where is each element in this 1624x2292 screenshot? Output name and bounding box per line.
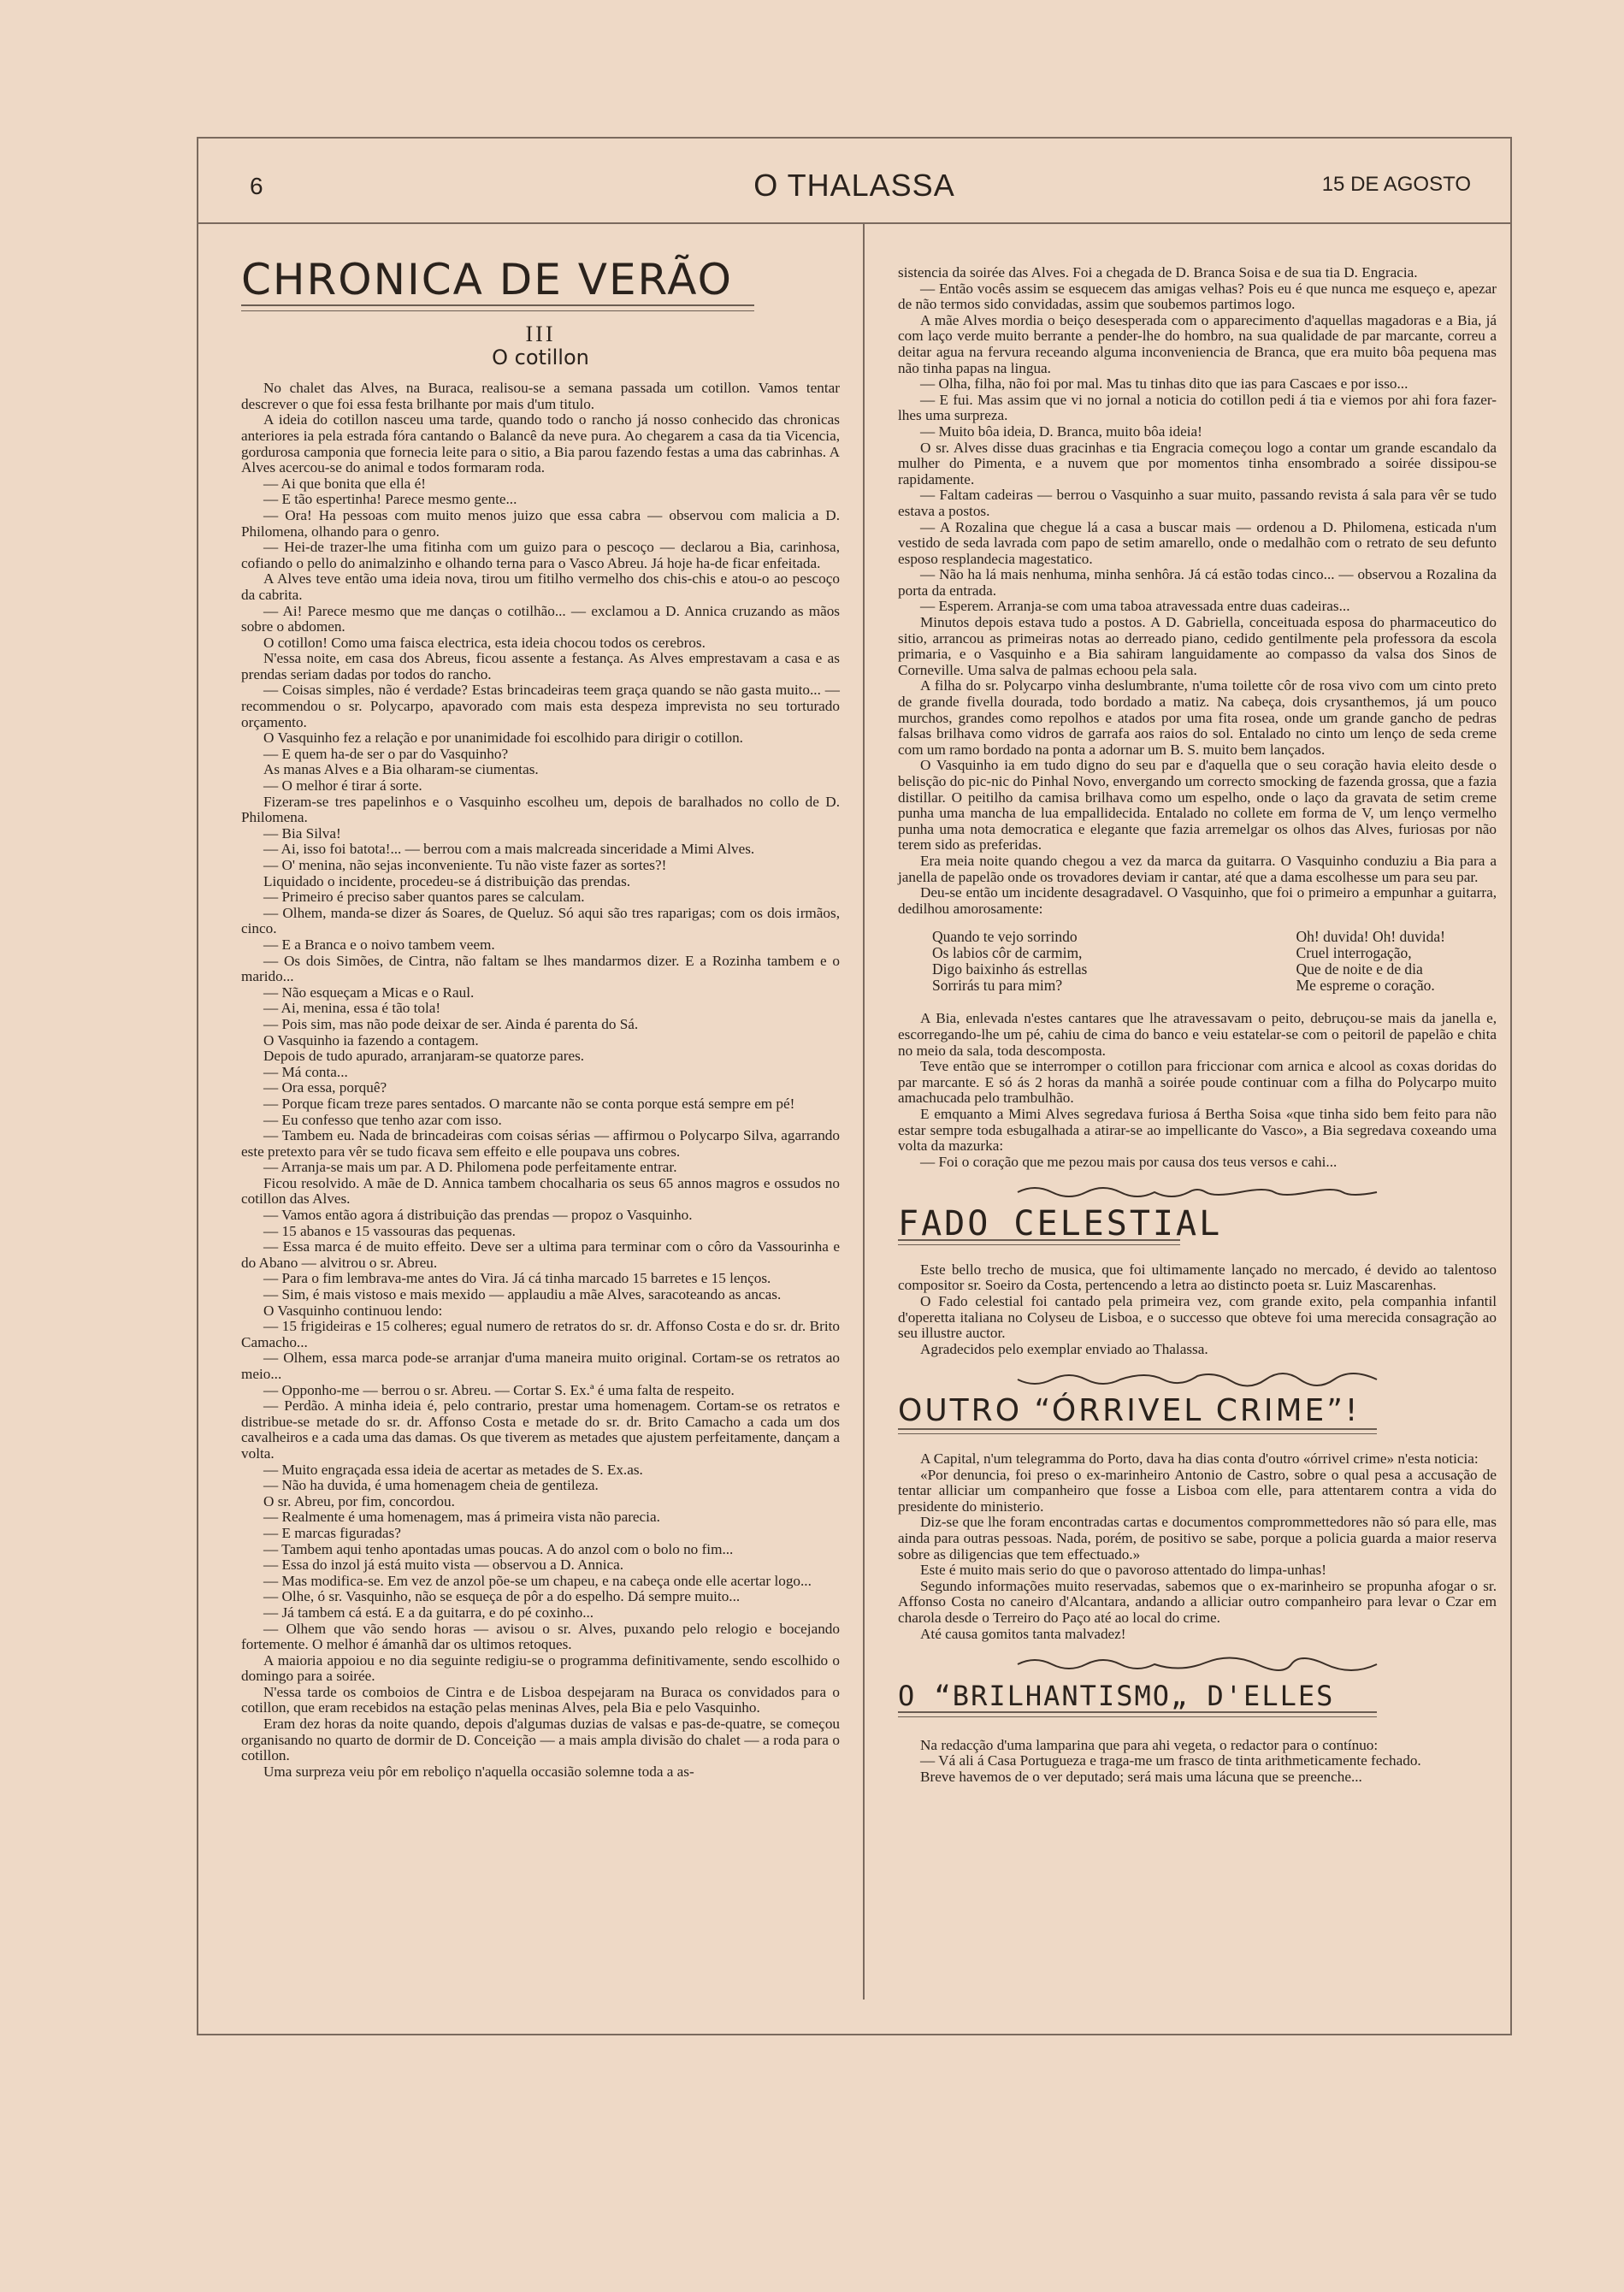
crime-rule bbox=[898, 1428, 1377, 1434]
left-column bbox=[241, 255, 840, 1780]
paragraph: Diz-se que lhe foram encontradas cartas e documentos comprommettedores não só para elle, mas ainda para outras pessoas. Nada, porém, de positivo se sabe, porque a policia guarda a maior reserva sobre as diligencias que tem effectuado.» bbox=[898, 1514, 1497, 1562]
paragraph: O Vasquinho ia fazendo a contagem. bbox=[263, 1031, 479, 1049]
paragraph: — 15 abanos e 15 vassouras das pequenas. bbox=[263, 1222, 516, 1239]
right-column bbox=[898, 265, 1497, 1786]
paragraph: Liquidado o incidente, procedeu-se á distribuição das prendas. bbox=[263, 872, 631, 889]
crime-title: OUTRO “ÓRRIVEL CRIME”! bbox=[898, 1393, 1361, 1429]
paragraph: O cotillon! Como uma faisca electrica, esta ideia chocou todos os cerebros. bbox=[263, 634, 706, 651]
paragraph: — Essa marca é de muito effeito. Deve ser a ultima para terminar com o côro da Vassourinha e do Abano — alvitrou o sr. Abreu. bbox=[241, 1238, 840, 1271]
paragraph: Era meia noite quando chegou a vez da marca da guitarra. O Vasquinho conduziu a Bia para a janella de papelão onde os trovadores deviam ir cantar, até que a dama escolhesse um para seu par. bbox=[898, 852, 1497, 885]
paragraph: Fizeram-se tres papelinhos e o Vasquinho escolheu um, depois de baralhados no collo de D. Philomena. bbox=[241, 793, 840, 826]
paragraph: — Olha, filha, não foi por mal. Mas tu tinhas dito que ias para Cascaes e por isso... bbox=[920, 375, 1408, 393]
paragraph: — Arranja-se mais um par. A D. Philomena pode perfeitamente entrar. bbox=[263, 1159, 677, 1176]
paragraph: A Bia, enlevada n'estes cantares que lhe atravessavam o peito, debruçou-se mais da janella e, escorregando-lhe um pé, cahiu de cima do banco e veiu estatelar-se com o peitoril de papelão e chita no meio da sala, toda descomposta. bbox=[898, 1010, 1497, 1059]
paragraph: — Coisas simples, não é verdade? Estas brincadeiras teem graça quando se não gasta muito... — recommendou o sr. Polycarpo, apavorado com mais esta despeza imprevista no seu torturado orçamento. bbox=[241, 682, 840, 730]
paragraph: Depois de tudo apurado, arranjaram-se quatorze pares. bbox=[263, 1048, 585, 1065]
paragraph: — E tão espertinha! Parece mesmo gente... bbox=[263, 491, 517, 508]
paragraph: — Mas modifica-se. Em vez de anzol põe-se um chapeu, e na cabeça onde elle acertar logo... bbox=[263, 1572, 812, 1589]
poem-stanza-right: Oh! duvida! Oh! duvida! Cruel interrogação, Que de noite e de dia Me espreme o coração. bbox=[1296, 928, 1445, 995]
chronica-part: III bbox=[525, 322, 556, 346]
paragraph: sistencia da soirée das Alves. Foi a chegada de D. Branca Soisa e de sua tia D. Engracia. bbox=[898, 264, 1418, 281]
paragraph: A maioria appoiou e no dia seguinte redigiu-se o programma definitivamente, sendo escolhido o domingo para a soirée. bbox=[241, 1651, 840, 1685]
paragraph: — Realmente é uma homenagem, mas á primeira vista não parecia. bbox=[263, 1509, 660, 1526]
paragraph: — E quem ha-de ser o par do Vasquinho? bbox=[263, 745, 509, 762]
paragraph: — Eu confesso que tenho azar com isso. bbox=[263, 1111, 502, 1128]
paragraph: Agradecidos pelo exemplar enviado ao Thalassa. bbox=[920, 1340, 1208, 1357]
flourish-ornament bbox=[1009, 1182, 1385, 1202]
paragraph: Minutos depois estava tudo a postos. A D. Gabriella, conceituada esposa do pharmaceutico do sitio, arrancou as primeiras notas ao derreado piano, cedido gentilmente pela professora da escola primaria, e o Vasquinho e a Bia sahiram languidamente ao compasso da valsa dos Sinos de Corneville. Uma salva de palmas echoou pela sala. bbox=[898, 614, 1497, 678]
paragraph: — Olhem, essa marca pode-se arranjar d'uma maneira muito original. Cortam-se os retratos ao meio... bbox=[241, 1350, 840, 1382]
paragraph: O Vasquinho fez a relação e por unanimidade foi escolhido para dirigir o cotillon. bbox=[263, 730, 743, 747]
paragraph: — Perdão. A minha ideia é, pelo contrario, prestar uma homenagem. Cortam-se os retratos e distribue-se metade do sr. dr. Affonso Costa e metade do sr. dr. Brito Camacho a cada um dos cavalheiros e a cada uma das damas. Os que tiverem as metades que ajustem perfeitamente, dançam a volta. bbox=[241, 1397, 840, 1462]
paragraph: — E fui. Mas assim que vi no jornal a noticia do cotillon pedi á tia e viemos por ahi fora fazer-lhes uma surpreza. bbox=[898, 391, 1497, 424]
paragraph: — Os dois Simões, de Cintra, não faltam se lhes mandarmos dizer. E a Rozinha tambem e o marido... bbox=[241, 952, 840, 985]
paragraph: — Já tambem cá está. E a da guitarra, e do pé coxinho... bbox=[263, 1604, 594, 1621]
paragraph: «Por denuncia, foi preso o ex-marinheiro Antonio de Castro, sobre o qual pesa a accusação de tentar alliciar um companheiro que fosse a Lisboa com elle, para attentarem contra a vida do presidente do ministerio. bbox=[898, 1466, 1497, 1515]
brilhantismo-body bbox=[898, 1738, 1497, 1786]
paragraph: — Olhem, manda-se dizer ás Soares, de Queluz. Só aqui são tres raparigas; com os dois irmãos, cinco. bbox=[241, 904, 840, 937]
paragraph: — Foi o coração que me pezou mais por causa dos teus versos e cahi... bbox=[920, 1153, 1338, 1170]
paragraph: — Hei-de trazer-lhe uma fitinha com um guizo para o pescoço — declarou a Bia, carinhosa, cofiando o pello do animalzinho e olhando terna para o Vasco Abreu. Já hoje ha-de ficar enfeitada. bbox=[241, 539, 840, 571]
issue-date: 15 DE AGOSTO bbox=[1321, 173, 1471, 196]
paragraph: — Ora! Ha pessoas com muito menos juizo que essa cabra — observou com malicia a D. Philomena, olhando para o genro. bbox=[241, 506, 840, 540]
paragraph: A Capital, n'um telegramma do Porto, dava ha dias conta d'outro «órrivel crime» n'esta noticia: bbox=[920, 1450, 1479, 1468]
chronica-continuation bbox=[898, 265, 1497, 917]
paragraph: — E a Branca e o noivo tambem veem. bbox=[263, 936, 495, 953]
paragraph: O Vasquinho ia em tudo digno do seu par e d'aquella que o seu coração havia eleito desde o belisção do pic-nic do Pinhal Novo, envergando um correcto smocking de fazenda grossa, que a fazia distillar. O peitilho da camisa brilhava como um espelho, onde o laço da gravata de setim creme punha uma mancha de lua empallidecida. Entalado no collete em forma de V, um lenço vermelho punha uma nota democratica e elegante que fazia arremelgar os olhos das Alves, furiosas por não terem sido as preferidas. bbox=[898, 757, 1497, 854]
paragraph: Este é muito mais serio do que o pavoroso attentado do limpa-unhas! bbox=[920, 1562, 1326, 1579]
paragraph: A Alves teve então uma ideia nova, tirou um fitilho vermelho dos chis-chis e atou-o ao pescoço da cabrita. bbox=[241, 570, 840, 603]
title-rule bbox=[241, 304, 754, 311]
newspaper-title: O THALASSA bbox=[753, 168, 955, 203]
flourish-ornament bbox=[1009, 1369, 1385, 1390]
paragraph: N'essa noite, em casa dos Abreus, ficou assente a festança. As Alves emprestavam a casa e as prendas seriam dadas por todos do rancho. bbox=[241, 650, 840, 682]
paragraph: O Vasquinho continuou lendo: bbox=[263, 1302, 443, 1319]
paragraph: — Pois sim, mas não pode deixar de ser. Ainda é parenta do Sá. bbox=[263, 1015, 639, 1032]
paragraph: — Vá ali á Casa Portugueza e traga-me um frasco de tinta arithmeticamente fechado. bbox=[920, 1752, 1421, 1769]
paragraph: — O' menina, não sejas inconveniente. Tu não viste fazer as sortes?! bbox=[263, 857, 667, 873]
paragraph: A mãe Alves mordia o beiço desesperada com o apparecimento d'aquellas magadoras e a Bia, já com laço verde muito berrante a pender-lhe do hombro, na sua qualidade de par marcante, correu a deitar agua na fervura receando alguma inconveniencia de Branca, que era muito bôa pequena mas não tinha papas na lingua. bbox=[898, 311, 1497, 376]
paragraph: O sr. Abreu, por fim, concordou. bbox=[263, 1492, 455, 1509]
paragraph: — Muito engraçada essa ideia de acertar as metades de S. Ex.as. bbox=[263, 1461, 643, 1478]
paragraph: — Ai que bonita que ella é! bbox=[263, 475, 426, 492]
paragraph: — Ai, isso foi batota!... — berrou com a mais malcreada sinceridade a Mimi Alves. bbox=[263, 841, 755, 858]
paragraph: E emquanto a Mimi Alves segredava furiosa á Bertha Soisa «que tinha sido bem feito para não estar sempre toda esbugalhada a atirar-se ao impellicante do Vasco», a Bia segredava coxeando uma volta da mazurka: bbox=[898, 1105, 1497, 1155]
paragraph: — Esperem. Arranja-se com uma taboa atravessada entre duas cadeiras... bbox=[920, 598, 1350, 615]
paragraph: — Opponho-me — berrou o sr. Abreu. — Cortar S. Ex.ª é uma falta de respeito. bbox=[263, 1381, 735, 1398]
poem bbox=[932, 929, 1445, 994]
paragraph: — Então vocês assim se esquecem das amigas velhas? Pois eu é que nunca me esqueço e, apezar de não termos sido convidadas, assim que soubemos partimos logo. bbox=[898, 280, 1497, 313]
crime-body bbox=[898, 1451, 1497, 1642]
paragraph: — Essa do inzol já está muito vista — observou a D. Annica. bbox=[263, 1557, 624, 1574]
paragraph: — Sim, é mais vistoso e mais mexido — applaudiu a mãe Alves, saracoteando as ancas. bbox=[263, 1286, 782, 1303]
paragraph: Teve então que se interromper o cotillon para friccionar com arnica e alcool as coxas doridas do par marcante. E só ás 2 horas da manhã a soirée poude continuar com a filha do Polycarpo muito amachucada pelo trambulhão. bbox=[898, 1058, 1497, 1107]
paragraph: N'essa tarde os comboios de Cintra e de Lisboa despejaram na Buraca os convidados para o cotillon, que eram recebidos na estação pelas meninas Alves, pela Bia e pelo Vasquinho. bbox=[241, 1683, 840, 1716]
fado-body bbox=[898, 1262, 1497, 1358]
paragraph: — Má conta... bbox=[263, 1063, 348, 1080]
paragraph: — Muito bôa ideia, D. Branca, muito bôa ideia! bbox=[920, 422, 1202, 440]
paragraph: A ideia do cotillon nasceu uma tarde, quando todo o rancho já nosso conhecido das chronicas anteriores ia pela estrada fóra cantando o Balancê da neve pura. Ao chegarem a casa da tia Vicencia, gordurosa camponia que fornecia leite para o sitio, a Bia parou fazendo festas a uma das cabrinhas. A Alves acercou-se do animal e todos formaram roda. bbox=[241, 411, 840, 476]
paragraph: — O melhor é tirar á sorte. bbox=[263, 777, 422, 795]
chronica-subtitle: O cotillon bbox=[492, 345, 589, 369]
paragraph: As manas Alves e a Bia olharam-se ciumentas. bbox=[263, 761, 539, 778]
paragraph: Eram dez horas da noite quando, depois d'algumas duzias de valsas e pas-de-quatre, se começou organisando no quarto de dormir de D. Conceição — a mais ampla divisão do chalet — a roda para o cotillon. bbox=[241, 1716, 840, 1764]
paragraph: O sr. Alves disse duas gracinhas e tia Engracia começou logo a contar um grande escandalo da mulher do Pimenta, e a nuvem que por momentos tinha ensombrado a soirée dissipou-se rapidamente. bbox=[898, 439, 1497, 487]
paragraph: — E marcas figuradas? bbox=[263, 1524, 401, 1541]
paragraph: Uma surpreza veiu pôr em reboliço n'aquella occasião solemne toda a as- bbox=[263, 1763, 694, 1780]
paragraph: — Ai, menina, essa é tão tola! bbox=[263, 1000, 441, 1017]
paragraph: Este bello trecho de musica, que foi ultimamente lançado no mercado, é devido ao talentoso compositor sr. Soeiro da Costa, pertencendo a letra ao distincto poeta sr. Luiz Mascarenhas. bbox=[898, 1261, 1497, 1294]
paragraph: Segundo informações muito reservadas, sabemos que o ex-marinheiro se propunha afogar o sr. Affonso Costa no caneiro d'Alcantara, andando a alliciar outro companheiro para levar o Czar em charola desde o Terreiro do Paço até ao local do crime. bbox=[898, 1577, 1497, 1626]
page-number: 6 bbox=[250, 173, 263, 199]
paragraph: — Bia Silva! bbox=[263, 824, 341, 842]
paragraph: — Primeiro é preciso saber quantos pares se calculam. bbox=[263, 889, 585, 906]
poem-stanza-left: Quando te vejo sorrindo Os labios côr de carmim, Digo baixinho ás estrellas Sorrirás tu para mim? bbox=[932, 928, 1088, 995]
paragraph: — Não ha duvida, é uma homenagem cheia de gentileza. bbox=[263, 1477, 599, 1494]
paragraph: — Vamos então agora á distribuição das prendas — propoz o Vasquinho. bbox=[263, 1207, 693, 1224]
paragraph: — Ai! Parece mesmo que me danças o cotilhão... — exclamou a D. Annica cruzando as mãos sobre o abdomen. bbox=[241, 602, 840, 635]
brilhantismo-title: O “BRILHANTISMO„ D'ELLES bbox=[898, 1680, 1335, 1713]
paragraph: Deu-se então um incidente desagradavel. O Vasquinho, que foi o primeiro a empunhar a guitarra, dedilhou amorosamente: bbox=[898, 884, 1497, 917]
paragraph: — Não ha lá mais nenhuma, minha senhôra. Já cá estão todas cinco... — observou a Rozalina da porta da entrada. bbox=[898, 566, 1497, 599]
paragraph: Ficou resolvido. A mãe de D. Annica tambem chocalharia os seus 65 annos magros e ossudos no cotillon das Alves. bbox=[241, 1174, 840, 1208]
paragraph: No chalet das Alves, na Buraca, realisou-se a semana passada um cotillon. Vamos tentar descrever o que foi essa festa brilhante por mais d'um titulo. bbox=[241, 380, 840, 412]
chronica-ending bbox=[898, 1011, 1497, 1170]
paragraph: — Ora essa, porquê? bbox=[263, 1079, 387, 1096]
paragraph: — Porque ficam treze pares sentados. O marcante não se conta porque está sempre em pé! bbox=[263, 1095, 795, 1112]
column-divider bbox=[863, 224, 865, 2000]
chronica-body bbox=[241, 381, 840, 1780]
paragraph: — Faltam cadeiras — berrou o Vasquinho a suar muito, passando revista á sala para vêr se tudo estava a postos. bbox=[898, 487, 1497, 519]
paragraph: — Não esqueçam a Micas e o Raul. bbox=[263, 984, 475, 1001]
paragraph: Até causa gomitos tanta malvadez! bbox=[920, 1625, 1126, 1642]
paragraph: — 15 frigideiras e 15 colheres; egual numero de retratos do sr. dr. Affonso Costa e do sr. dr. Brito Camacho... bbox=[241, 1318, 840, 1350]
paragraph: O Fado celestial foi cantado pela primeira vez, com grande exito, pela companhia infantil d'operetta italiana no Colyseu de Lisboa, e o successo que obteve foi uma merecida consagração ao seu illustre auctor. bbox=[898, 1293, 1497, 1342]
paragraph: A filha do sr. Polycarpo vinha deslumbrante, n'uma toilette côr de rosa vivo com um cinto preto de grande fivella dourada, todo bordado a matiz. Na cabeça, dois crysanthemos, já um pouco murchos, grandes como repolhos e atados por uma fita rosea, onde um grande gancho de pedras falsas brilhava como vidros de garrafa aos raios do sol. Entalado no cinto um lenço de seda creme com um ramo bordado na ponta a adornar um B. S. muito bem lançados. bbox=[898, 677, 1497, 758]
paragraph: — Olhem que vão sendo horas — avisou o sr. Alves, puxando pelo relogio e bocejando fortemente. O melhor é ámanhã dar os ultimos retoques. bbox=[241, 1620, 840, 1653]
page-frame bbox=[197, 137, 1512, 2035]
paragraph: — Tambem eu. Nada de brincadeiras com coisas sérias — affirmou o Polycarpo Silva, agarrando este pretexto para vêr se tudo ficava sem effeito e elle poupava uns cobres. bbox=[241, 1127, 840, 1160]
paragraph: — Olhe, ó sr. Vasquinho, não se esqueça de pôr a do espelho. Dá sempre muito... bbox=[263, 1588, 741, 1605]
paragraph: Breve havemos de o ver deputado; será mais uma lácuna que se preenche... bbox=[920, 1768, 1362, 1785]
paragraph: Na redacção d'uma lamparina que para ahi vegeta, o redactor para o contínuo: bbox=[920, 1736, 1379, 1753]
paragraph: — Para o fim lembrava-me antes do Vira. Já cá tinha marcado 15 barretes e 15 lenços. bbox=[263, 1270, 771, 1287]
page-header bbox=[198, 139, 1510, 224]
fado-title: FADO CELESTIAL bbox=[898, 1204, 1223, 1244]
chronica-title: CHRONICA DE VERÃO bbox=[241, 255, 733, 304]
paragraph: — A Rozalina que chegue lá a casa a buscar mais — ordenou a D. Philomena, esticada n'um vestido de seda lavrada com papo de setim amarello, onde o medalhão com o retrato de seu defunto esposo resplandecia magestatico. bbox=[898, 518, 1497, 567]
paragraph: — Tambem aqui tenho apontadas umas poucas. A do anzol com o bolo no fim... bbox=[263, 1540, 734, 1557]
flourish-ornament bbox=[1009, 1654, 1385, 1675]
